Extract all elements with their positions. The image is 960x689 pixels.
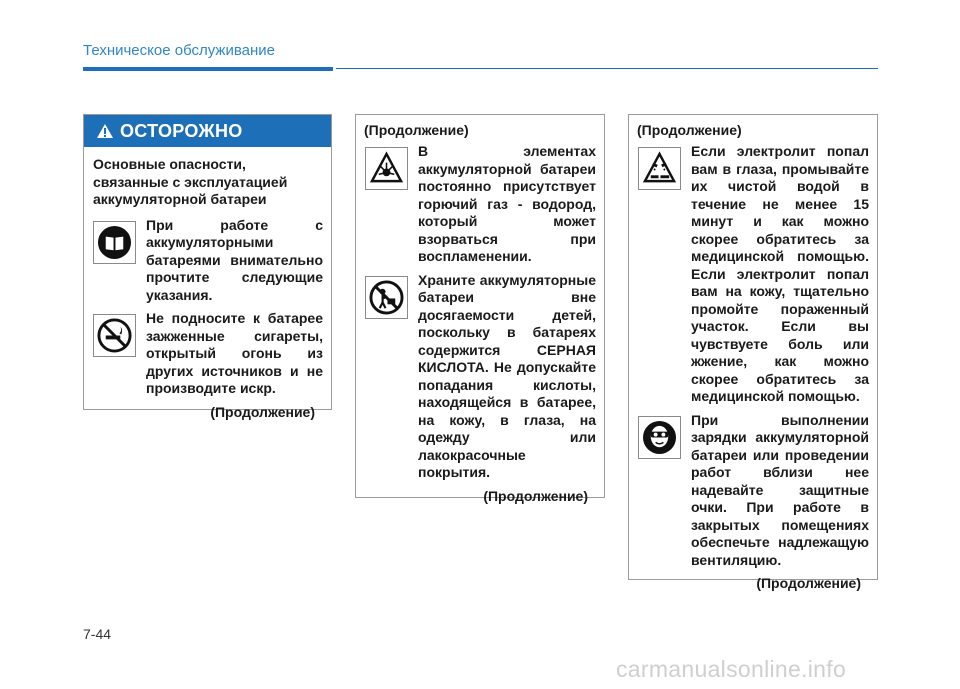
- warning-triangle-icon: [96, 123, 114, 139]
- continued-label: (Продолжение): [483, 487, 588, 504]
- list-item: [365, 143, 596, 266]
- list-item: [93, 217, 323, 305]
- watermark: carmanualsonline.info: [616, 656, 847, 682]
- list-item: [638, 412, 869, 570]
- item-text: При работе с аккумуляторными батареями внимательно прочтите следующие указания.: [146, 216, 323, 303]
- list-item: [365, 272, 596, 482]
- list-item: [638, 143, 869, 406]
- explosive-icon: [365, 147, 408, 190]
- caution-header: [84, 115, 331, 147]
- item-text: Не подносите к батарее зажженные сигареты, открытый огонь из других источников и не производите искр.: [146, 310, 323, 396]
- item-text: Храните аккумуляторные батареи вне досягаемости детей, поскольку в батареях содержится СЕРНАЯ КИСЛОТА. Не допускайте попадания кислоты, находящейся в батарее, на кожу, в глаза, на одежду или лакокрасочные покрытия.: [418, 271, 596, 480]
- continued-box-3: [628, 114, 878, 591]
- eye-protection-icon: [638, 416, 681, 459]
- header-rule-thick: [83, 67, 333, 71]
- read-manual-icon: [93, 221, 136, 264]
- corrosive-icon: [638, 147, 681, 190]
- continued-label: (Продолжение): [210, 403, 315, 420]
- item-text: В элементах аккумуляторной батареи постоянно присутствует горючий газ - водород, который может взорваться при воспламенении.: [418, 143, 596, 264]
- item-text: При выполнении зарядки аккумуляторной батареи или проведении работ вблизи нее надевайте защитные очки. При работе в закрытых помещениях обеспечьте надлежащую вентиляцию.: [691, 411, 869, 568]
- keep-away-children-icon: [365, 276, 408, 319]
- header-rule-thin: [336, 68, 878, 69]
- section-title: Техническое обслуживание: [83, 42, 275, 59]
- continued-header: (Продолжение): [364, 122, 469, 138]
- caution-label: ОСТОРОЖНО: [120, 120, 243, 141]
- page-number: 7-44: [83, 626, 112, 642]
- no-smoking-flames-icon: [93, 314, 136, 357]
- caution-intro: Основные опасности, связанные с эксплуатацией аккумуляторной батареи: [93, 156, 288, 207]
- caution-box: [83, 114, 332, 420]
- continued-header: (Продолжение): [637, 122, 742, 138]
- continued-label: (Продолжение): [756, 575, 861, 591]
- list-item: [93, 310, 323, 398]
- continued-box-2: [355, 114, 605, 504]
- item-text: Если электролит попал вам в глаза, промывайте их чистой водой в течение не менее 15 минут и как можно скорее обратитесь за медицинской помощью. Если электролит попал вам на кожу, тщательно промойте пораженный участок. Если вы чувствуете боль или жжение, как можно скорее обратитесь за медицинской помощью.: [691, 143, 869, 404]
